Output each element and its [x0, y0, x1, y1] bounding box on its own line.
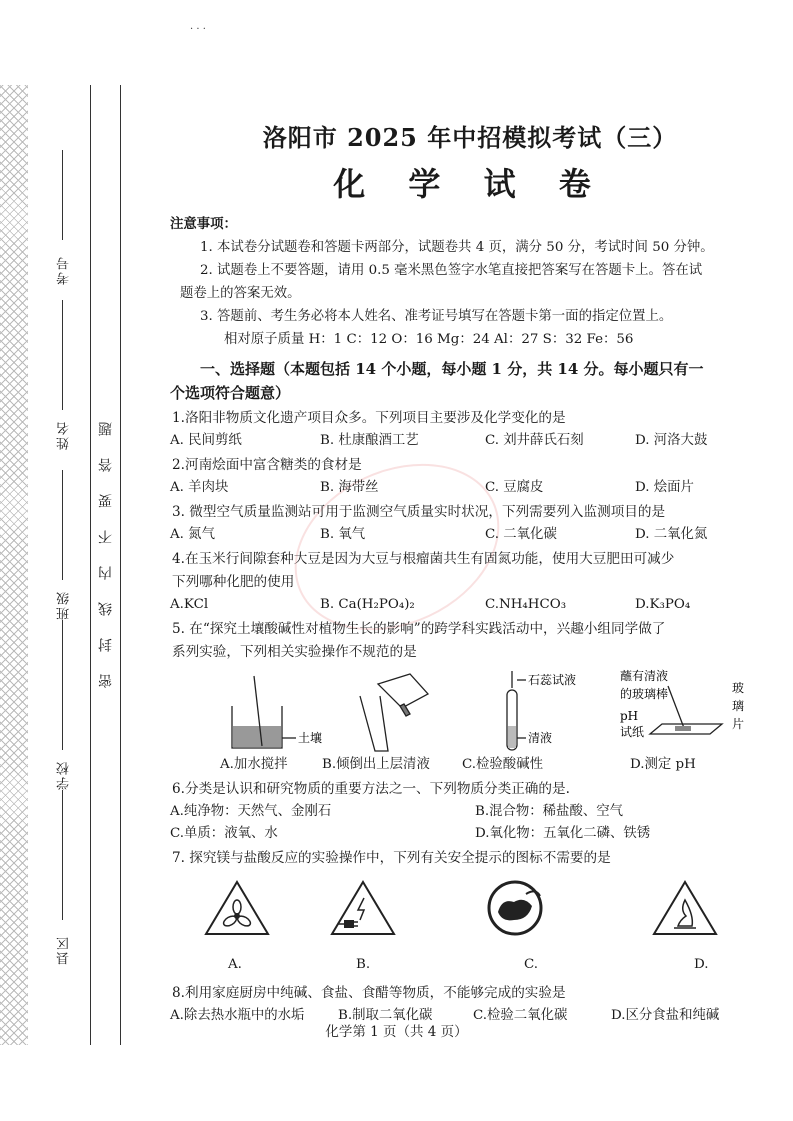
- beaker-stir-figure: [232, 676, 296, 748]
- seal-line-outer: [90, 85, 91, 1045]
- q4-options: [170, 594, 770, 616]
- q4-text: 4.在玉米行间隙套种大豆是因为大豆与根瘤菌共生有固氮功能，使用大豆肥田可减少: [172, 551, 675, 567]
- q1-option-a: A. 民间剪纸: [170, 433, 242, 448]
- label-ph: pH: [620, 709, 639, 723]
- pour-figure: [360, 674, 428, 751]
- label-litmus: 石蕊试液: [528, 673, 577, 687]
- q7-option-c: C.: [524, 957, 539, 972]
- q7-option-d: D.: [694, 957, 709, 972]
- xuexiao-underline: [62, 620, 63, 750]
- q3-text: 3. 微型空气质量监测站可用于监测空气质量实时状况，下列需要列入监测项目的是: [172, 504, 666, 520]
- q6-text: 6.分类是认识和研究物质的重要方法之一、下列物质分类正确的是.: [172, 781, 570, 797]
- electric-plug-icon: [328, 878, 398, 938]
- q6-options-row-1: [170, 801, 770, 823]
- q1-text: 1.洛阳非物质文化遗产项目众多。下列项目主要涉及化学变化的是: [172, 410, 566, 426]
- q2-option-b: B. 海带丝: [320, 480, 379, 495]
- q2-option-a: A. 羊肉块: [170, 480, 229, 495]
- seal-text: 密封线内不要答题: [98, 400, 114, 688]
- q5-option-b: B.倾倒出上层清液: [322, 757, 430, 772]
- q2-options: [170, 477, 770, 499]
- label-glass-2: 璃: [732, 699, 745, 713]
- q5-option-a: A.加水搅拌: [220, 757, 288, 772]
- q8-option-d: D.区分食盐和纯碱: [611, 1008, 720, 1023]
- q6-options-row-2: [170, 823, 770, 845]
- q2-option-c: C. 豆腐皮: [485, 480, 544, 495]
- q1-options: [170, 430, 770, 452]
- top-mark: · · ·: [190, 24, 206, 35]
- q3-option-d: D. 二氧化氮: [635, 527, 708, 542]
- xianqu-underline: [62, 790, 63, 920]
- note-1: 1. 本试卷分试题卷和答题卡两部分，试题卷共 4 页，满分 50 分，考试时间 50 分钟。: [200, 240, 714, 255]
- margin-hatch: [0, 85, 28, 1045]
- section-1-heading-cont: 个选项符合题意）: [170, 384, 291, 402]
- q5-option-d: D.测定 pH: [630, 757, 696, 772]
- note-2-cont: 题卷上的答案无效。: [180, 286, 301, 301]
- q4-option-b: B. Ca(H₂PO₄)₂: [320, 597, 415, 612]
- label-glass-1: 玻: [732, 681, 745, 695]
- q2-text: 2.河南烩面中富含糖类的食材是: [172, 457, 362, 473]
- q2-option-d: D. 烩面片: [635, 480, 694, 495]
- exam-title: 洛阳市 2025 年中招模拟考试（三）: [262, 123, 678, 152]
- label-rod-2: 的玻璃棒: [620, 687, 669, 701]
- q8-option-c: C.检验二氧化碳: [473, 1008, 568, 1023]
- q3-option-c: C. 二氧化碳: [485, 527, 557, 542]
- q8-text: 8.利用家庭厨房中纯碱、食盐、食醋等物质，不能够完成的实验是: [172, 985, 566, 1001]
- q6-option-b: B.混合物：稀盐酸、空气: [475, 804, 624, 819]
- label-rod: 蘸有清液: [620, 669, 669, 683]
- q5-apparatus-figure: [170, 666, 770, 756]
- fan-icon: [202, 878, 272, 938]
- q4-text-cont: 下列哪种化肥的使用: [172, 574, 295, 590]
- label-soil: 土壤: [298, 731, 323, 745]
- q6-option-d: D.氧化物：五氧化二磷、铁锈: [475, 826, 651, 841]
- q1-option-d: D. 河洛大鼓: [635, 433, 708, 448]
- xuexiao-label: 学校: [57, 760, 72, 790]
- kaohao-label: 考号: [57, 255, 72, 285]
- label-paper: 试纸: [620, 725, 645, 739]
- hand-wash-icon: [480, 876, 550, 936]
- q6-option-c: C.单质：液氧、水: [170, 826, 278, 841]
- label-clear: 清液: [528, 731, 553, 745]
- q6-option-a: A.纯净物：天然气、金刚石: [170, 804, 332, 819]
- q5-options: [220, 754, 696, 776]
- q7-icons: [170, 870, 770, 960]
- q5-text: 5. 在“探究土壤酸碱性对植物生长的影响”的跨学科实践活动中，兴趣小组同学做了: [172, 621, 666, 637]
- q1-option-b: B. 杜康酿酒工艺: [320, 433, 419, 448]
- note-3: 3. 答题前、考生务必将本人姓名、准考证号填写在答题卡第一面的指定位置上。: [200, 309, 673, 324]
- q5-text-cont: 系列实验，下列相关实验操作不规范的是: [172, 644, 417, 660]
- section-1-heading: 一、选择题（本题包括 14 个小题，每小题 1 分，共 14 分。每小题只有一: [200, 360, 704, 378]
- atomic-mass: 相对原子质量 H：1 C：12 O：16 Mg：24 Al：27 S：32 Fe：56: [224, 332, 634, 347]
- xingming-underline: [62, 300, 63, 410]
- exam-body: [170, 118, 770, 1027]
- label-glass-3: 片: [732, 717, 745, 731]
- q5-figures: [170, 664, 770, 776]
- exam-subtitle: 化 学 试 卷: [333, 165, 607, 203]
- kaohao-underline: [62, 150, 63, 240]
- q4-option-a: A.KCl: [170, 597, 209, 612]
- q4-option-d: D.K₃PO₄: [635, 597, 691, 612]
- q3-option-a: A. 氮气: [170, 527, 215, 542]
- q8-option-b: B.制取二氧化碳: [338, 1008, 433, 1023]
- seal-line-inner: [120, 85, 121, 1045]
- page-footer: 化学第 1 页（共 4 页）: [325, 1024, 468, 1040]
- q3-option-b: B. 氧气: [320, 527, 366, 542]
- banji-underline: [62, 470, 63, 580]
- test-tube-figure: [507, 671, 526, 750]
- q8-option-a: A.除去热水瓶中的水垢: [170, 1008, 305, 1023]
- q4-option-c: C.NH₄HCO₃: [485, 597, 567, 612]
- q5-option-c: C.检验酸碱性: [462, 757, 543, 772]
- q7-option-b: B.: [356, 957, 371, 972]
- q1-option-c: C. 刘井薛氏石刻: [485, 433, 584, 448]
- q7-text: 7. 探究镁与盐酸反应的实验操作中，下列有关安全提示的图标不需要的是: [172, 850, 611, 866]
- notes-heading: 注意事项：: [170, 216, 237, 232]
- q7-option-a: A.: [228, 957, 242, 972]
- flame-warning-icon: [650, 878, 720, 938]
- q3-options: [170, 524, 770, 546]
- xianqu-label: 县区: [57, 935, 72, 965]
- banji-label: 班级: [57, 590, 72, 620]
- xingming-label: 姓名: [57, 420, 72, 450]
- note-2: 2. 试题卷上不要答题，请用 0.5 毫米黑色签字水笔直接把答案写在答题卡上。答在试: [200, 263, 703, 278]
